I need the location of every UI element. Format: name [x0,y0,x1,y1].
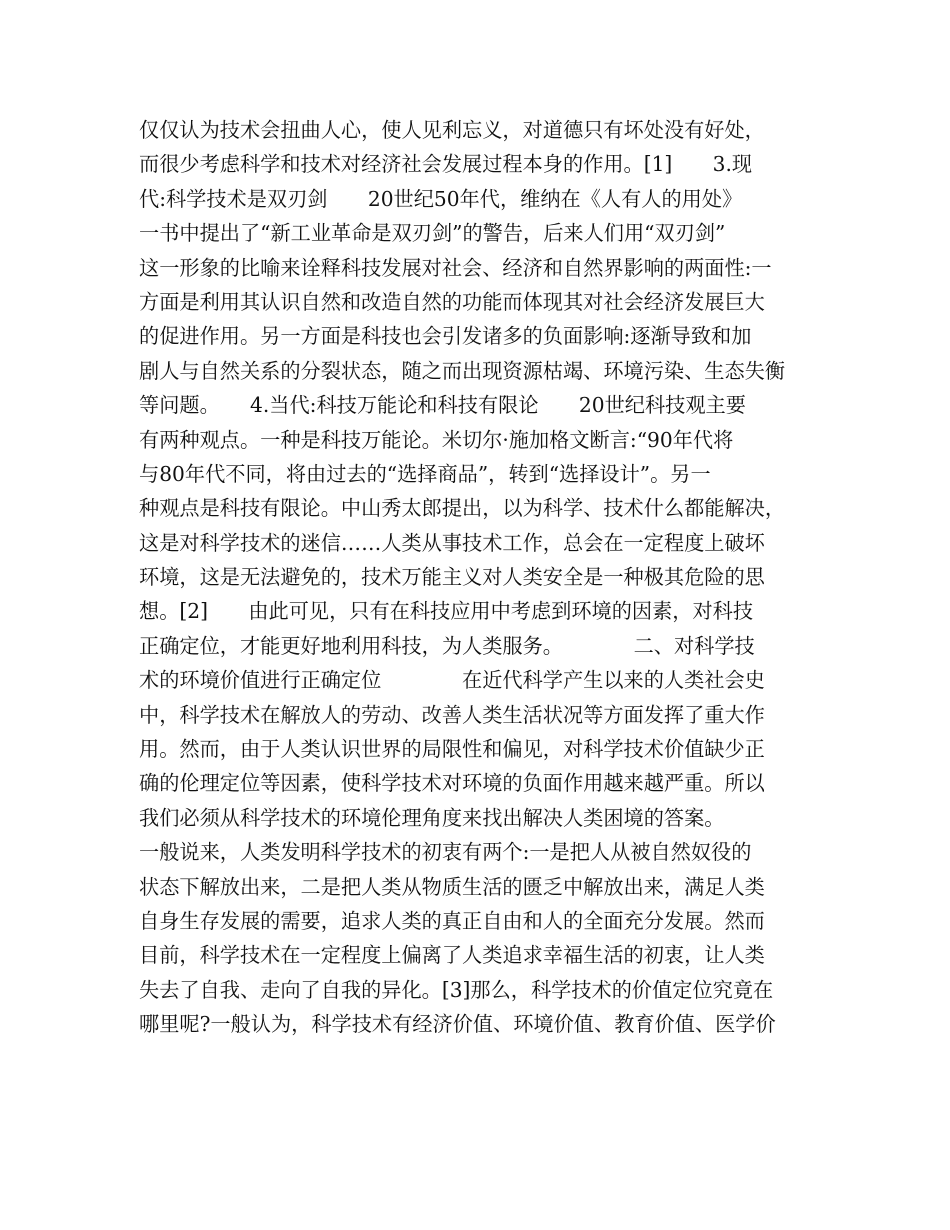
text-line-11: 与80年代不同，将由过去的“选择商品”，转到“选择设计”。另一 [139,461,711,486]
text-line-21: 我们必须从科学技术的环境伦理角度来找出解决人类困境的答案。 [139,805,725,830]
text-line-23: 状态下解放出来，二是把人类从物质生活的匮乏中解放出来，满足人类 [139,874,765,899]
body-text [139,113,819,1042]
text-line-25: 目前，科学技术在一定程度上偏离了人类追求幸福生活的初衷，让人类 [139,943,765,968]
text-line-2: 而很少考虑科学和技术对经济社会发展过程本身的作用。[1] 3.现 [139,152,753,177]
text-line-16: 正确定位，才能更好地利用科技，为人类服务。 二、对科学技 [139,633,755,658]
text-line-12: 种观点是科技有限论。中山秀太郎提出，以为科学、技术什么都能解决， [139,496,786,521]
text-line-4: 一书中提出了“新工业革命是双刃剑”的警告，后来人们用“双刃剑” [139,221,726,246]
text-line-1: 仅仅认为技术会扭曲人心，使人见利忘义，对道德只有坏处没有好处， [139,118,765,142]
text-line-8: 剧人与自然关系的分裂状态，随之而出现资源枯竭、环境污染、生态失衡 [139,358,786,383]
text-line-15: 想。[2] 由此可见，只有在科技应用中考虑到环境的因素，对科技 [139,599,754,624]
text-line-22: 一般说来，人类发明科学技术的初衷有两个:一是把人从被自然奴役的 [139,840,752,865]
text-line-10: 有两种观点。一种是科技万能论。米切尔·施加格文断言:“90年代将 [139,427,734,452]
text-line-19: 用。然而，由于人类认识世界的局限性和偏见，对科学技术价值缺少正 [139,737,765,762]
text-line-3: 代:科学技术是双刃剑 20世纪50年代，维纳在《人有人的用处》 [139,186,743,211]
text-line-5: 这一形象的比喻来诠释科技发展对社会、经济和自然界影响的两面性:一 [139,255,772,280]
text-line-13: 这是对科学技术的迷信……人类从事技术工作，总会在一定程度上破坏 [139,530,765,555]
text-line-6: 方面是利用其认识自然和改造自然的功能而体现其对社会经济发展巨大 [139,289,765,314]
text-line-26: 失去了自我、走向了自我的异化。[3]那么，科学技术的价值定位究竟在 [139,977,774,1002]
text-line-24: 自身生存发展的需要，追求人类的真正自由和人的全面充分发展。然而 [139,908,765,933]
text-line-14: 环境，这是无法避免的，技术万能主义对人类安全是一种极其危险的思 [139,565,765,590]
text-line-17: 术的环境价值进行正确定位 在近代科学产生以来的人类社会史 [139,668,765,693]
text-line-7: 的促进作用。另一方面是科技也会引发诸多的负面影响:逐渐导致和加 [139,324,752,349]
text-line-20: 确的伦理定位等因素，使科学技术对环境的负面作用越来越严重。所以 [139,771,765,796]
text-line-9: 等问题。 4.当代:科技万能论和科技有限论 20世纪科技观主要 [139,393,746,418]
text-line-18: 中，科学技术在解放人的劳动、改善人类生活状况等方面发挥了重大作 [139,702,765,727]
text-line-27: 哪里呢?一般认为，科学技术有经济价值、环境价值、教育价值、医学价 [139,1012,776,1037]
